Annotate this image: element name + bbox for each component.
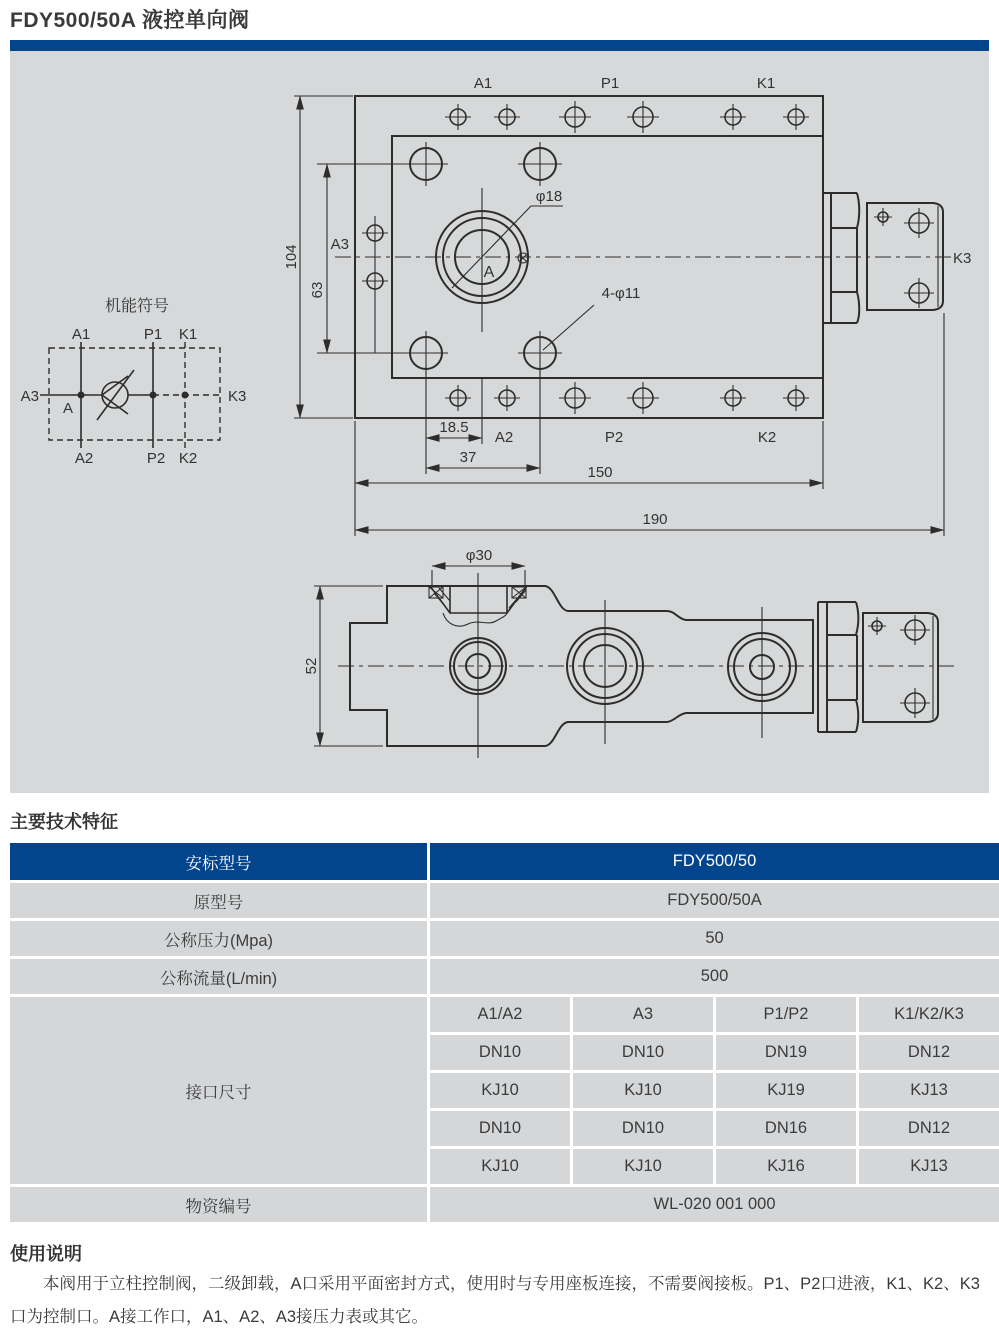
spec-value: FDY500/50 [430, 843, 999, 880]
spec-label: 安标型号 [10, 843, 427, 880]
port-size-cell: KJ16 [716, 1149, 856, 1184]
port-diameter-label: φ18 [535, 188, 563, 205]
table-row [10, 883, 999, 918]
technical-drawing-panel [10, 51, 989, 793]
spec-label: 接口尺寸 [10, 997, 427, 1184]
main-port-p2-label: P2 [604, 429, 624, 446]
main-port-k1-label: K1 [756, 75, 776, 92]
port-size-cell: KJ10 [430, 1073, 570, 1108]
main-port-p1-label: P1 [600, 75, 620, 92]
spec-label: 物资编号 [10, 1187, 427, 1222]
dim-63-label: 63 [309, 281, 326, 299]
port-size-cell: DN19 [716, 1035, 856, 1070]
spec-label: 公称压力(Mpa) [10, 921, 427, 956]
symbol-port-a2-label: A2 [74, 450, 94, 467]
table-row [10, 997, 999, 1032]
spec-value: FDY500/50A [430, 883, 999, 918]
main-port-k3-label: K3 [953, 250, 972, 267]
port-size-cell: DN10 [573, 1111, 713, 1146]
port-size-cell: KJ10 [430, 1149, 570, 1184]
dim-190-label: 190 [642, 511, 668, 528]
dim-18-5-label: 18.5 [439, 419, 469, 436]
port-size-cell: KJ13 [859, 1149, 999, 1184]
table-row [10, 959, 999, 994]
usage-paragraph: 本阀用于立柱控制阀，二级卸载，A口采用平面密封方式，使用时与专用座板连接，不需要阀接板。P1、P2口进液，K1、K2、K3口为控制口。A接工作口，A1、A2、A3接压力表或其它。 [10, 1275, 980, 1326]
port-size-cell: P1/P2 [716, 997, 856, 1032]
side-view-drawing [303, 547, 957, 758]
spec-table [7, 840, 999, 1225]
symbol-port-a1-label: A1 [71, 326, 91, 343]
port-size-cell: DN10 [430, 1035, 570, 1070]
table-row [10, 921, 999, 956]
port-size-cell: KJ10 [573, 1073, 713, 1108]
valve-engineering-drawing [10, 51, 989, 793]
symbol-port-a-label: A [62, 400, 74, 417]
hole-callout-label: 4-φ11 [601, 285, 641, 302]
spec-value: 500 [430, 959, 999, 994]
function-symbol-diagram [21, 297, 247, 467]
port-size-cell: KJ10 [573, 1149, 713, 1184]
main-port-a2-label: A2 [494, 429, 514, 446]
symbol-port-a3-label: A3 [20, 388, 39, 405]
port-size-cell: DN10 [573, 1035, 713, 1070]
page-title: FDY500/50A 液控单向阀 [10, 9, 250, 32]
accent-bar [10, 40, 989, 51]
dim-37-label: 37 [459, 449, 477, 466]
port-size-cell: DN16 [716, 1111, 856, 1146]
symbol-port-p2-label: P2 [146, 450, 166, 467]
port-a-label: A [483, 264, 495, 281]
dim-bore-dia-label: φ30 [465, 547, 493, 564]
port-size-cell: A3 [573, 997, 713, 1032]
table-row [10, 1187, 999, 1222]
main-view-dimensions [283, 96, 944, 536]
spec-value: WL-020 001 000 [430, 1187, 999, 1222]
main-port-a3-label: A3 [330, 236, 349, 253]
symbol-port-k2-label: K2 [178, 450, 198, 467]
spec-label: 公称流量(L/min) [10, 959, 427, 994]
main-port-k2-label: K2 [757, 429, 777, 446]
port-size-cell: DN10 [430, 1111, 570, 1146]
symbol-port-p1-label: P1 [143, 326, 163, 343]
dim-52-label: 52 [303, 657, 320, 675]
spec-value: 50 [430, 921, 999, 956]
port-size-cell: K1/K2/K3 [859, 997, 999, 1032]
main-port-a1-label: A1 [473, 75, 493, 92]
main-view-drawing [283, 75, 971, 536]
symbol-port-k1-label: K1 [178, 326, 198, 343]
port-size-cell: DN12 [859, 1035, 999, 1070]
port-size-cell: KJ19 [716, 1073, 856, 1108]
dim-150-label: 150 [587, 464, 613, 481]
port-size-cell: A1/A2 [430, 997, 570, 1032]
function-symbol-title: 机能符号 [104, 298, 170, 315]
table-row [10, 843, 999, 880]
symbol-port-k3-label: K3 [228, 388, 247, 405]
spec-label: 原型号 [10, 883, 427, 918]
dim-104-label: 104 [283, 244, 300, 270]
port-a-detail [436, 188, 563, 332]
specs-heading: 主要技术特征 [10, 812, 118, 832]
port-size-cell: KJ13 [859, 1073, 999, 1108]
port-size-cell: DN12 [859, 1111, 999, 1146]
usage-heading: 使用说明 [10, 1244, 82, 1264]
